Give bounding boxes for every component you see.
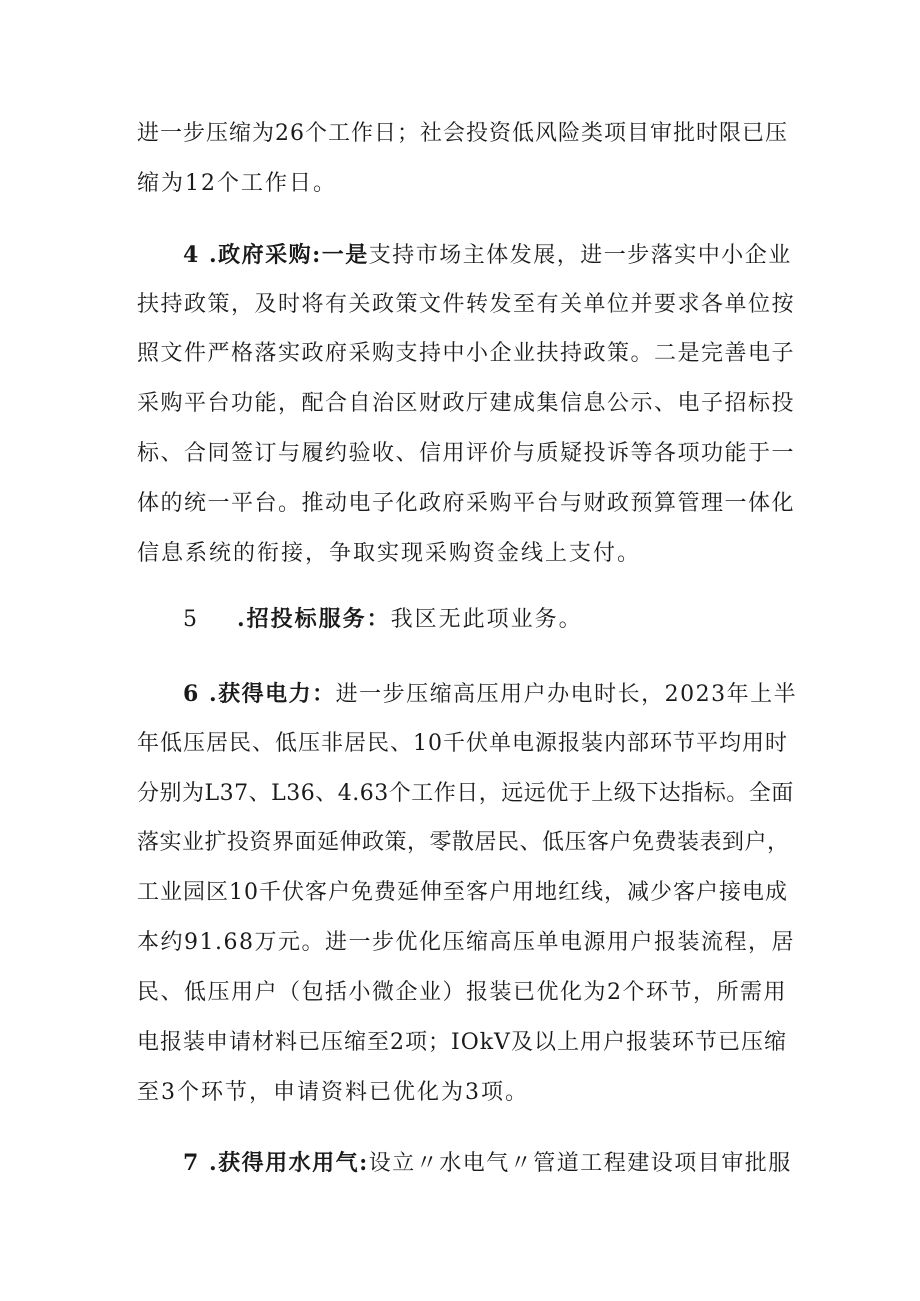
para-5-number: 5 (183, 607, 199, 632)
para-6-line-5: 工业园区10千伏客户免费延伸至客户用地红线，减少客户接电成 (137, 880, 788, 905)
para-4-line-1-text: 支持市场主体发展，进一步落实中小企业 (368, 243, 792, 268)
para-7-heading: 7 .获得用水用气: (183, 1150, 369, 1176)
para-6-line-8: 电报装申请材料已压缩至2项；IOkV及以上用户报装环节已压缩 (137, 1030, 787, 1055)
para-4-lead: 一是 (321, 242, 369, 268)
para-5-heading: .招投标服务： (237, 606, 391, 632)
para-6-line-7: 民、低压用户（包括小微企业）报装已优化为2个环节，所需用 (137, 980, 787, 1005)
para-4-line-7: 信息系统的衔接，争取实现采购资金线上支付。 (137, 541, 642, 566)
para-6-line-4: 落实业扩投资界面延伸政策，零散居民、低压客户免费装表到户， (137, 830, 790, 855)
para-7-line-1-text: 设立〃水电气〃管道工程建设项目审批服 (368, 1151, 792, 1176)
para-4-line-6: 体的统一平台。推动电子化政府采购平台与财政预算管理一体化 (137, 491, 796, 516)
para-6-line-1 (183, 674, 797, 714)
para-1-line-2: 缩为12个工作日。 (137, 171, 337, 196)
para-6-line-2: 年低压居民、低压非居民、10千伏单电源报装内部环节平均用时 (137, 731, 788, 756)
para-4-line-2: 扶持政策，及时将有关政策文件转发至有关单位并要求各单位按 (137, 292, 796, 317)
para-4-line-5: 标、合同签订与履约验收、信用评价与质疑投诉等各项功能于一 (137, 441, 796, 466)
para-1-line-1: 进一步压缩为26个工作日；社会投资低风险类项目审批时限已压 (137, 121, 788, 146)
para-6-line-3: 分别为L37、L36、4.63个工作日，远远优于上级下达指标。全面 (137, 781, 794, 806)
para-5-line-1 (183, 599, 583, 639)
para-4-heading: 4 .政府采购: (183, 242, 322, 268)
para-6-line-6: 本约91.68万元。进一步优化压缩高压单电源用户报装流程，居 (137, 930, 795, 955)
para-5-text: 我区无此项业务。 (390, 607, 583, 632)
para-4-line-4: 采购平台功能，配合自治区财政厅建成集信息公示、电子招标投 (137, 391, 796, 416)
para-6-heading: 6 .获得电力： (183, 681, 336, 707)
para-6-line-1-text: 进一步压缩高压用户办电时长，2023年上半 (335, 682, 798, 707)
para-6-line-9: 至3个环节，申请资料已优化为3项。 (137, 1080, 529, 1105)
para-4-line-3: 照文件严格落实政府采购支持中小企业扶持政策。二是完善电子 (137, 341, 796, 366)
para-4-line-1 (183, 235, 792, 275)
para-7-line-1 (183, 1143, 792, 1183)
